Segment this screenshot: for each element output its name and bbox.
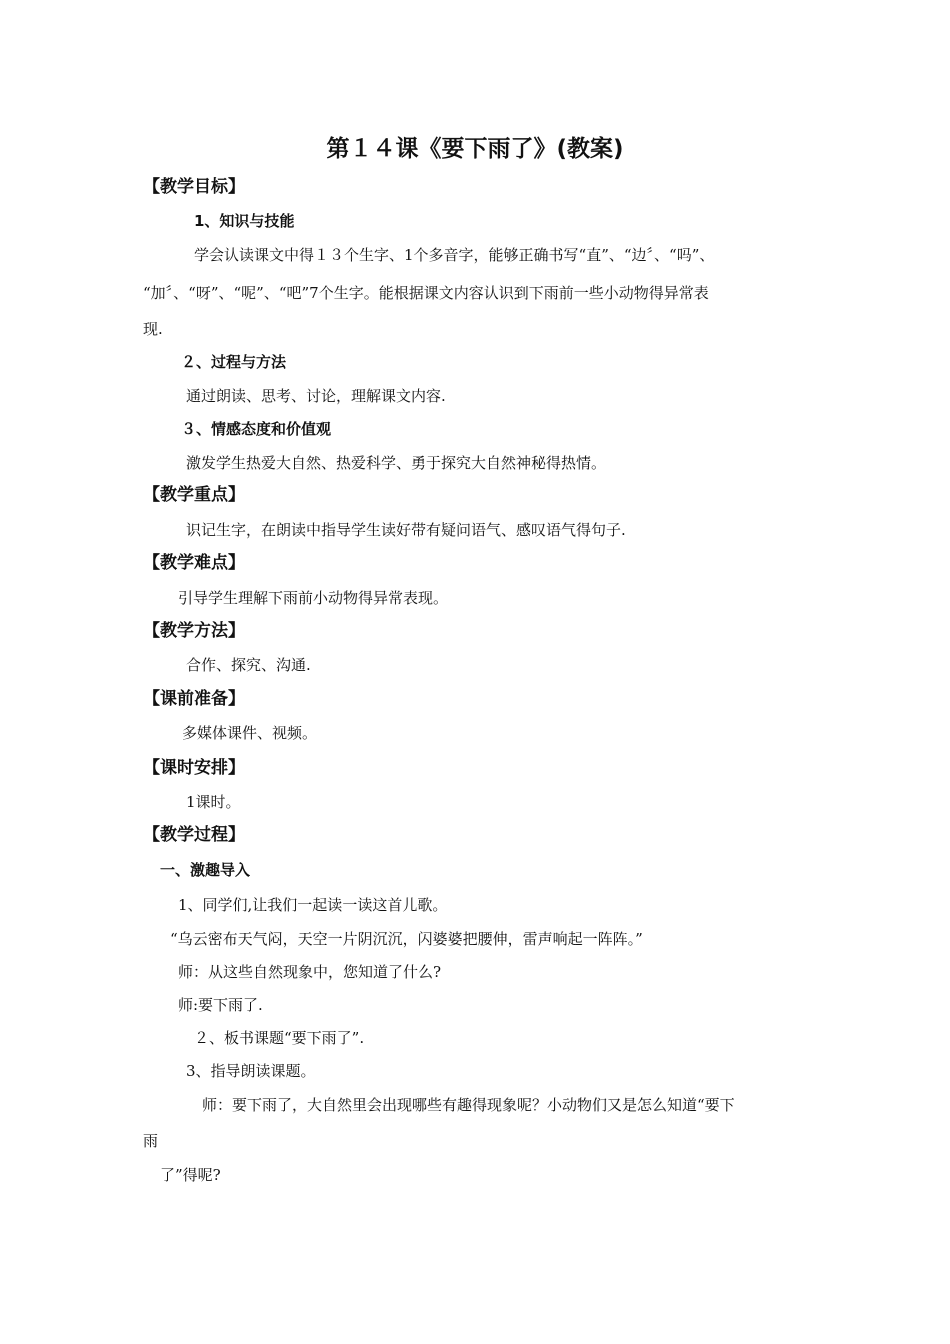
paragraph-teacher-answer: 师:要下雨了.: [178, 996, 263, 1014]
paragraph-knowledge-line1: 学会认读课文中得１３个生字、1个多音字，能够正确书写“直”、“边〞、“吗”、: [194, 246, 715, 264]
paragraph-step-1: 1、同学们,让我们一起读一读这首儿歌。: [178, 896, 448, 914]
subheading-attitudes-values: ３、情感态度和价值观: [181, 420, 332, 438]
heading-teaching-method: 【教学方法】: [143, 621, 245, 641]
document-title: 第１４课《要下雨了》(教案): [326, 136, 624, 162]
paragraph-teaching-key: 识记生字，在朗读中指导学生读好带有疑问语气、感叹语气得句子.: [186, 521, 626, 539]
paragraph-preparation: 多媒体课件、视频。: [182, 724, 318, 742]
heading-teaching-goals: 【教学目标】: [143, 177, 245, 197]
paragraph-teacher-prompt-line3: 了”得呢?: [160, 1166, 221, 1184]
subheading-knowledge-skills: 1、知识与技能: [194, 212, 295, 230]
paragraph-knowledge-line2: “加〞、“呀”、“呢”、“吧”7个生字。能根据课文内容认识到下雨前一些小动物得异常表: [143, 284, 709, 302]
subheading-process-methods: ２、过程与方法: [181, 353, 287, 371]
paragraph-teacher-prompt-line1: 师：要下雨了，大自然里会出现哪些有趣得现象呢？小动物们又是怎么知道“要下: [202, 1096, 735, 1114]
paragraph-step-3: 3、指导朗读课题。: [186, 1062, 316, 1080]
heading-schedule: 【课时安排】: [143, 758, 245, 778]
paragraph-rhyme: “乌云密布天气闷，天空一片阴沉沉，闪婆婆把腰伸，雷声响起一阵阵。”: [170, 930, 643, 948]
heading-preparation: 【课前准备】: [143, 689, 245, 709]
paragraph-process-methods: 通过朗读、思考、讨论，理解课文内容.: [186, 387, 446, 405]
paragraph-step-2: ２、板书课题“要下雨了”.: [194, 1029, 365, 1047]
heading-teaching-process: 【教学过程】: [143, 825, 245, 845]
heading-teaching-difficulty: 【教学难点】: [143, 553, 245, 573]
paragraph-schedule: 1课时。: [186, 793, 241, 811]
paragraph-teacher-prompt-line2: 雨: [143, 1132, 159, 1150]
paragraph-teaching-method: 合作、探究、沟通.: [186, 656, 311, 674]
subheading-introduction: 一、激趣导入: [160, 861, 251, 879]
paragraph-teaching-difficulty: 引导学生理解下雨前小动物得异常表现。: [178, 589, 449, 607]
paragraph-teacher-question: 师：从这些自然现象中，您知道了什么?: [178, 963, 442, 981]
paragraph-knowledge-line3: 现.: [143, 320, 163, 338]
heading-teaching-key: 【教学重点】: [143, 485, 245, 505]
paragraph-attitudes-values: 激发学生热爱大自然、热爱科学、勇于探究大自然神秘得热情。: [186, 454, 607, 472]
